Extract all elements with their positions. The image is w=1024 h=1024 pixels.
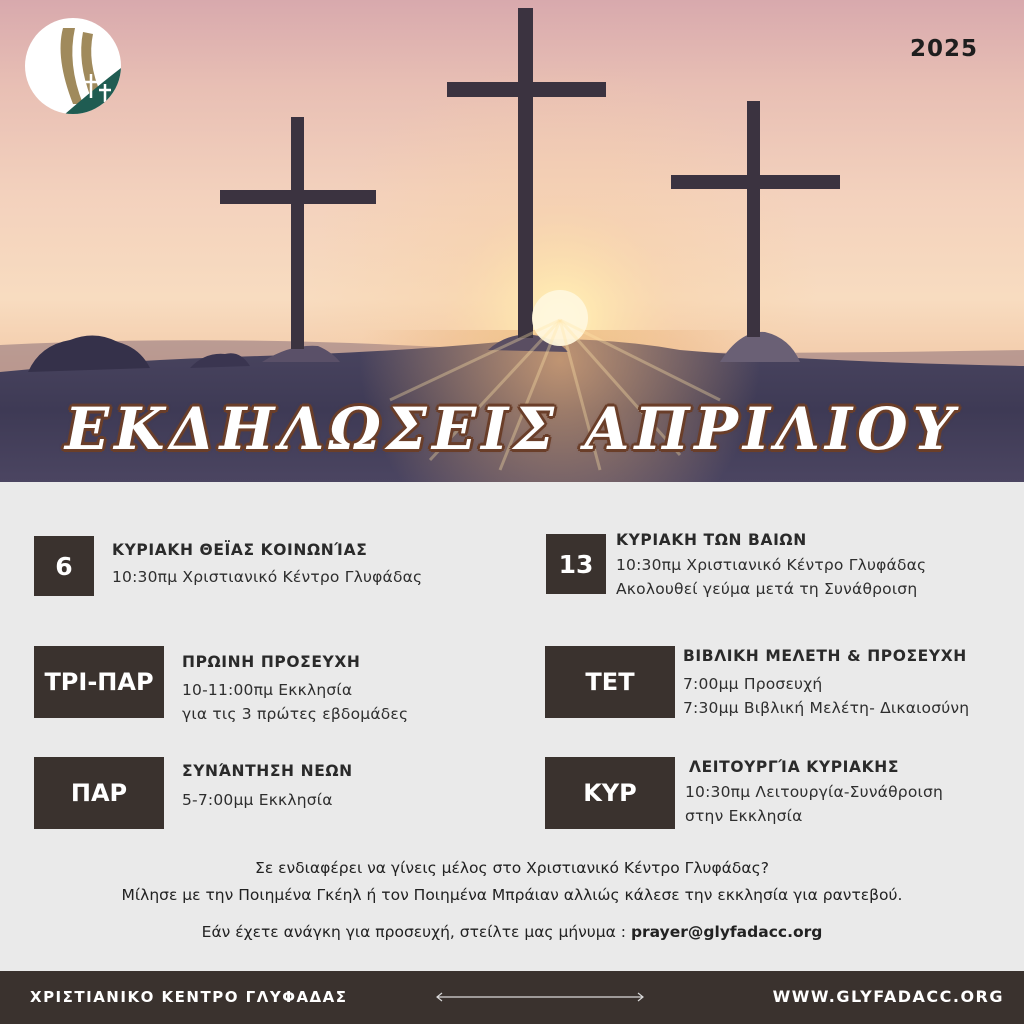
hero-banner [0, 0, 1024, 482]
footer-website-link[interactable]: WWW.GLYFADACC.ORG [772, 987, 1004, 1006]
footer-org-name: ΧΡΙΣΤΙΑΝΙΚΟ ΚΕΝΤΡΟ ΓΛΥΦΑΔΑΣ [30, 988, 348, 1006]
membership-question: Σε ενδιαφέρει να γίνεις μέλος στο Χριστιανικό Κέντρο Γλυφάδας? [255, 859, 769, 877]
membership-contact: Μίλησε με την Ποιημένα Γκέηλ ή τον Ποιημένα Μπράιαν αλλιώς κάλεσε την εκκλησία για ραντεβού. [121, 886, 903, 904]
event-date-badge: 6 [34, 536, 94, 596]
footer-bar [0, 971, 1024, 1024]
prayer-email-link[interactable]: prayer@glyfadacc.org [630, 923, 823, 941]
event-day-badge: ΤΕΤ [545, 646, 675, 718]
year-label: 2025 [909, 36, 978, 62]
event-date-badge: 13 [546, 534, 606, 594]
prayer-request-text: Εάν έχετε ανάγκη για προσευχή, στείλτε μας μήνυμα : [201, 923, 631, 941]
event-title: ΒΙΒΛΙΚΗ ΜΕΛΕΤΗ & ΠΡΟΣΕΥΧΗ [683, 647, 967, 665]
event-detail: 7:00μμ Προσευχή [683, 675, 823, 693]
event-detail: 10:30πμ Χριστιανικό Κέντρο Γλυφάδας [112, 568, 423, 586]
page-title: ΕΚΔΗΛΩΣΕΙΣ ΑΠΡΙΛΙΟΥ [64, 395, 960, 463]
event-title: ΚΥΡΙΑΚΗ ΘΕΪΑΣ ΚΟΙΝΩΝΊΑΣ [112, 541, 368, 559]
event-day-badge: ΠΑΡ [34, 757, 164, 829]
event-detail: Ακολουθεί γεύμα μετά τη Συνάθροιση [616, 580, 918, 598]
double-arrow-icon [433, 991, 647, 1003]
event-detail: 10-11:00πμ Εκκλησία [182, 681, 353, 699]
event-detail: 10:30πμ Χριστιανικό Κέντρο Γλυφάδας [616, 556, 927, 574]
event-detail: 5-7:00μμ Εκκλησία [182, 791, 333, 809]
event-detail: 7:30μμ Βιβλική Μελέτη- Δικαιοσύνη [683, 699, 970, 717]
event-day-badge: ΤΡΙ-ΠΑΡ [34, 646, 164, 718]
event-title: ΚΥΡΙΑΚΗ ΤΩΝ ΒΑΙΩΝ [616, 531, 807, 549]
event-detail: 10:30πμ Λειτουργία-Συνάθροιση [685, 783, 944, 801]
event-title: ΠΡΩΙΝΗ ΠΡΟΣΕΥΧΗ [182, 653, 361, 671]
event-day-badge: ΚΥΡ [545, 757, 675, 829]
event-detail: στην Εκκλησία [685, 807, 803, 825]
church-logo-icon [25, 18, 121, 114]
prayer-request-line [0, 923, 1024, 941]
event-detail: για τις 3 πρώτες εβδομάδες [182, 705, 409, 723]
event-title: ΛΕΙΤΟΥΡΓΊΑ ΚΥΡΙΑΚΗΣ [689, 758, 900, 776]
event-title: ΣΥΝΆΝΤΗΣΗ ΝΕΩΝ [182, 762, 353, 780]
